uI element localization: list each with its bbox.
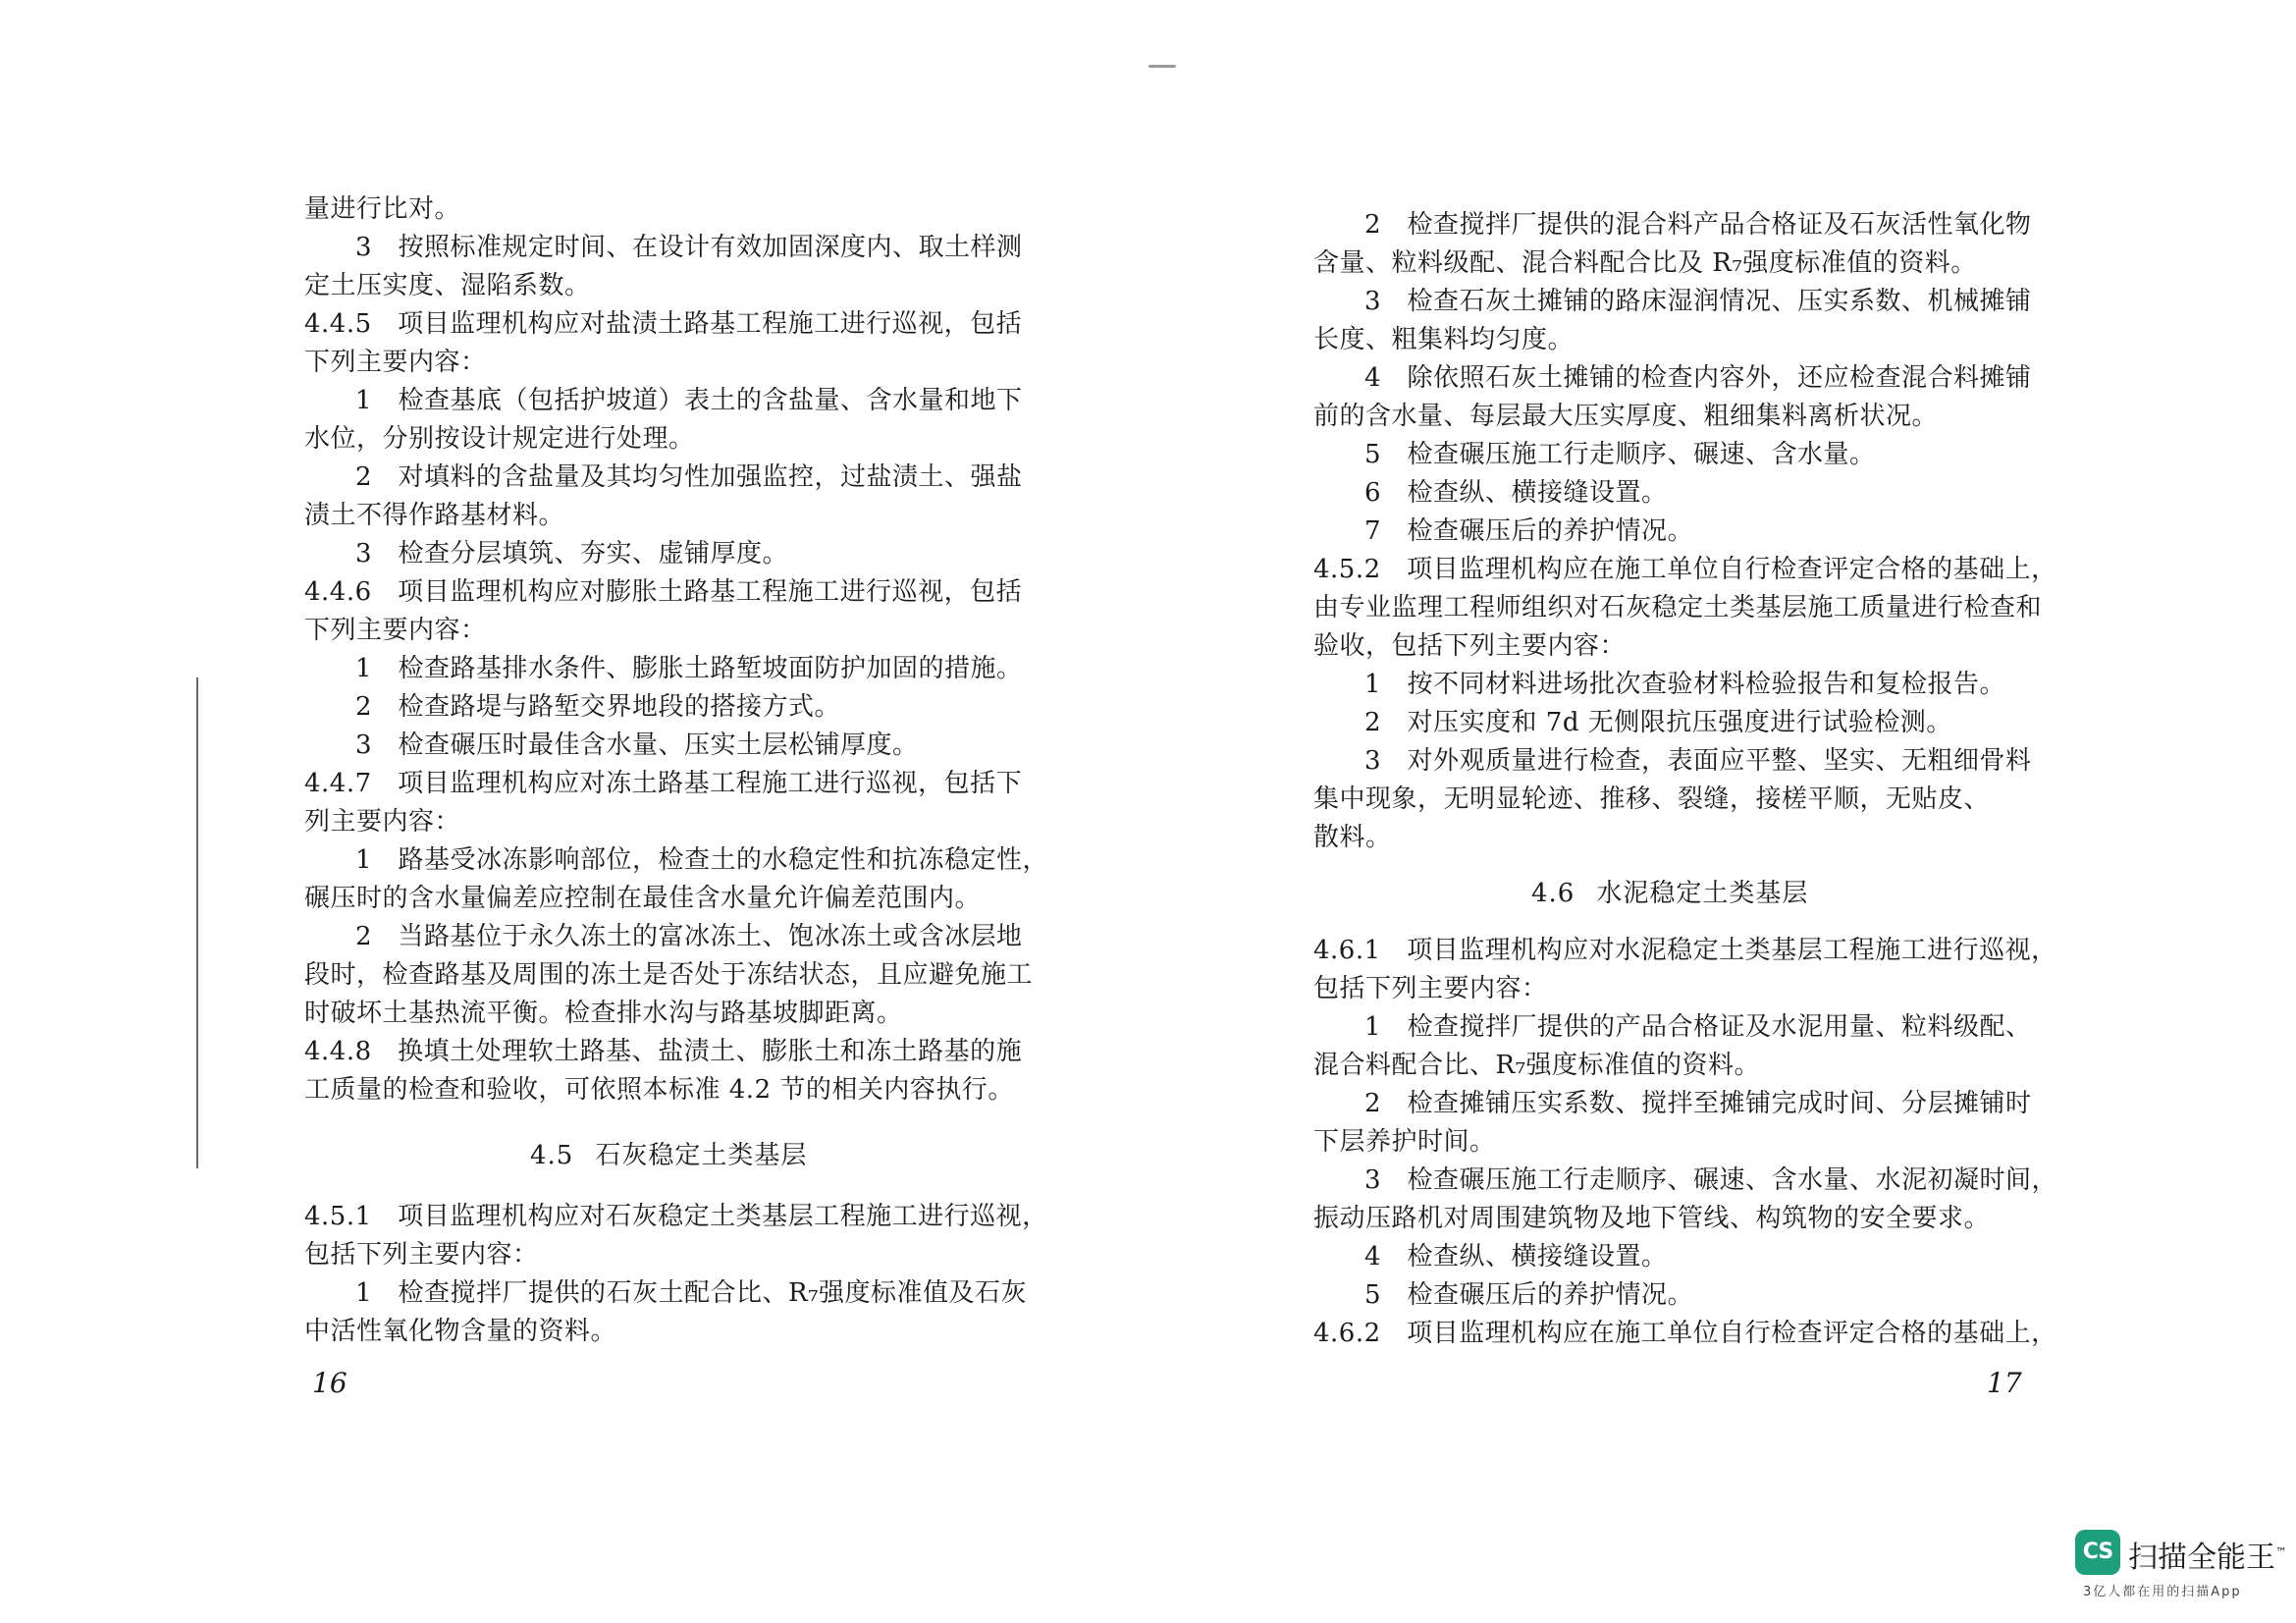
scan-mark	[1148, 65, 1176, 68]
text-line: 段时，检查路基及周围的冻土是否处于冻结状态，且应避免施工	[304, 960, 1034, 990]
clause-4-4-8: 4.4.8 换填土处理软土路基、盐渍土、膨胀土和冻土路基的施	[304, 1037, 1023, 1066]
section-heading-4-6	[1531, 877, 1808, 910]
page-number: 16	[312, 1367, 347, 1399]
text-line: 由专业监理工程师组织对石灰稳定土类基层施工质量进行检查和	[1313, 593, 2043, 622]
section-number: 4.6	[1531, 879, 1575, 908]
text-line: 1 检查搅拌厂提供的石灰土配合比、R₇强度标准值及石灰	[355, 1278, 1028, 1308]
text-line: 2 检查搅拌厂提供的混合料产品合格证及石灰活性氧化物	[1364, 210, 2032, 240]
binding-line	[196, 677, 198, 1168]
text-line: 下列主要内容：	[304, 616, 487, 645]
text-line: 3 检查石灰土摊铺的路床湿润情况、压实系数、机械摊铺	[1364, 287, 2032, 316]
text-line: 验收，包括下列主要内容：	[1313, 631, 1627, 661]
page-number: 17	[1987, 1367, 2022, 1399]
text-line: 1 检查路基排水条件、膨胀土路堑坡面防护加固的措施。	[355, 654, 1023, 683]
text-line: 渍土不得作路基材料。	[304, 501, 565, 530]
text-line: 包括下列主要内容：	[304, 1240, 539, 1270]
text-line: 4 除依照石灰土摊铺的检查内容外，还应检查混合料摊铺	[1364, 363, 2032, 393]
text-line: 长度、粗集料均匀度。	[1313, 325, 1575, 354]
text-line: 1 检查基底（包括护坡道）表土的含盐量、含水量和地下	[355, 386, 1023, 415]
text-line: 振动压路机对周围建筑物及地下管线、构筑物的安全要求。	[1313, 1204, 1991, 1233]
watermark-app-name-text: 扫描全能王	[2128, 1541, 2275, 1575]
text-line: 3 按照标准规定时间、在设计有效加固深度内、取土样测	[355, 233, 1023, 262]
text-line: 含量、粒料级配、混合料配合比及 R₇强度标准值的资料。	[1313, 248, 1977, 278]
text-line: 时破坏土基热流平衡。检查排水沟与路基坡脚距离。	[304, 999, 903, 1028]
text-line: 包括下列主要内容：	[1313, 974, 1548, 1003]
text-line: 2 检查摊铺压实系数、搅拌至摊铺完成时间、分层摊铺时	[1364, 1089, 2032, 1118]
text-line: 3 对外观质量进行检查，表面应平整、坚实、无粗细骨料	[1364, 746, 2032, 776]
text-line: 4 检查纵、横接缝设置。	[1364, 1242, 1668, 1271]
clause-4-6-1: 4.6.1 项目监理机构应对水泥稳定土类基层工程施工进行巡视，	[1313, 936, 2057, 965]
text-line: 中活性氧化物含量的资料。	[304, 1317, 617, 1346]
text-line: 下层养护时间。	[1313, 1127, 1496, 1157]
clause-4-5-1: 4.5.1 项目监理机构应对石灰稳定土类基层工程施工进行巡视，	[304, 1202, 1048, 1231]
text-line: 水位，分别按设计规定进行处理。	[304, 424, 695, 454]
section-heading-4-5	[530, 1139, 807, 1172]
clause-4-4-5: 4.4.5 项目监理机构应对盐渍土路基工程施工进行巡视，包括	[304, 309, 1023, 339]
section-title: 石灰稳定土类基层	[595, 1141, 808, 1170]
text-line: 2 当路基位于永久冻土的富冰冻土、饱冰冻土或含冰层地	[355, 922, 1023, 951]
text-line: 定土压实度、湿陷系数。	[304, 271, 591, 300]
text-line: 1 按不同材料进场批次查验材料检验报告和复检报告。	[1364, 670, 2006, 699]
text-line: 集中现象，无明显轮迹、推移、裂缝，接槎平顺，无贴皮、	[1313, 784, 1991, 814]
scanner-watermark	[2075, 1530, 2287, 1599]
text-line: 1 检查搅拌厂提供的产品合格证及水泥用量、粒料级配、	[1364, 1012, 2032, 1042]
section-title: 水泥稳定土类基层	[1596, 879, 1809, 908]
text-line: 3 检查碾压施工行走顺序、碾速、含水量、水泥初凝时间，	[1364, 1165, 2058, 1195]
watermark-app-name: 扫描全能王™	[2128, 1541, 2287, 1575]
text-line: 前的含水量、每层最大压实厚度、粗细集料离析状况。	[1313, 402, 1939, 431]
text-line: 1 路基受冰冻影响部位，检查土的水稳定性和抗冻稳定性，	[355, 845, 1049, 875]
text-line: 碾压时的含水量偏差应控制在最佳含水量允许偏差范围内。	[304, 884, 982, 913]
text-line: 混合料配合比、R₇强度标准值的资料。	[1313, 1051, 1760, 1080]
text-line: 散料。	[1313, 823, 1392, 852]
text-line: 工质量的检查和验收，可依照本标准 4.2 节的相关内容执行。	[304, 1075, 1014, 1105]
section-number: 4.5	[530, 1141, 574, 1170]
text-line: 5 检查碾压施工行走顺序、碾速、含水量。	[1364, 440, 1876, 469]
text-line: 2 检查路堤与路堑交界地段的搭接方式。	[355, 692, 841, 722]
text-line: 3 检查分层填筑、夯实、虚铺厚度。	[355, 539, 789, 568]
text-line: 2 对填料的含盐量及其均匀性加强监控，过盐渍土、强盐	[355, 462, 1023, 492]
text-line: 3 检查碾压时最佳含水量、压实土层松铺厚度。	[355, 730, 919, 760]
watermark-tagline: 3亿人都在用的扫描App	[2083, 1585, 2242, 1599]
text-line: 列主要内容：	[304, 807, 461, 837]
clause-4-6-2: 4.6.2 项目监理机构应在施工单位自行检查评定合格的基础上，	[1313, 1319, 2057, 1348]
clause-4-5-2: 4.5.2 项目监理机构应在施工单位自行检查评定合格的基础上，	[1313, 555, 2057, 584]
text-line: 量进行比对。	[304, 194, 461, 224]
text-line: 6 检查纵、横接缝设置。	[1364, 478, 1668, 508]
text-line: 2 对压实度和 7d 无侧限抗压强度进行试验检测。	[1364, 708, 1952, 737]
clause-4-4-7: 4.4.7 项目监理机构应对冻土路基工程施工进行巡视，包括下	[304, 769, 1023, 798]
clause-4-4-6: 4.4.6 项目监理机构应对膨胀土路基工程施工进行巡视，包括	[304, 577, 1023, 607]
text-line: 7 检查碾压后的养护情况。	[1364, 516, 1694, 546]
text-line: 下列主要内容：	[304, 348, 487, 377]
text-line: 5 检查碾压后的养护情况。	[1364, 1280, 1694, 1310]
camscanner-logo-icon: CS	[2075, 1530, 2120, 1575]
